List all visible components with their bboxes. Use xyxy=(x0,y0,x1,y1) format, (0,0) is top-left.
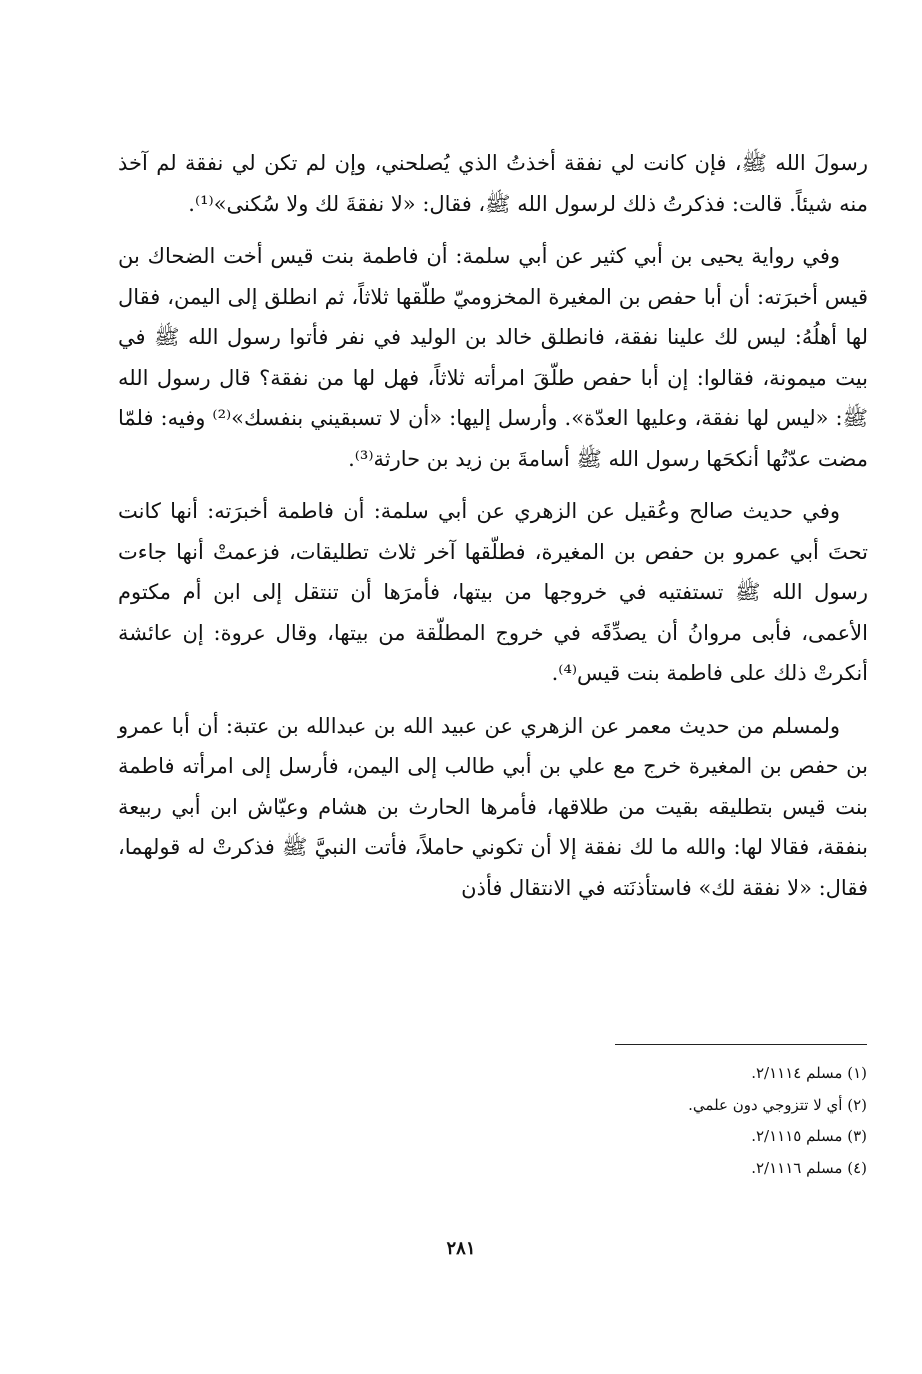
paragraph-2: وفي رواية يحيى بن أبي كثير عن أبي سلمة: أن فاطمة بنت قيس أخت الضحاك بن قيس أخبرَته: أن أبا حفص بن المغيرة المخزوميّ طلّقها ثلاثاً، ثم انطلق إلى اليمن، فقال لها أهلُهُ: ليس لك علينا نفقة، فانطلق خالد بن الوليد في نفر فأتوا رسول الله ﷺ في بيت ميمونة، فقالوا: إن أبا حفص طلّقَ امرأته ثلاثاً، فهل لها من نفقة؟ قال رسول الله ﷺ: «ليس لها نفقة، وعليها العدّة». وأرسل إليها: «أن لا تسبقيني بنفسك»⁽²⁾ وفيه: فلمّا مضت عدّتُها أنكحَها رسول الله ﷺ أسامةَ بن زيد بن حارثة⁽³⁾. xyxy=(118,244,868,471)
page-number: ٢٨١ xyxy=(446,1238,476,1259)
footnotes xyxy=(400,1058,867,1184)
footnote-3: (٣) مسلم ٢/١١١٥. xyxy=(751,1127,867,1145)
paragraph-3: وفي حديث صالح وعُقيل عن الزهري عن أبي سلمة: أن فاطمة أخبرَته: أنها كانت تحتَ أبي عمرو بن حفص بن المغيرة، فطلّقها آخر ثلاث تطليقات، فزعمتْ أنها جاءت رسول الله ﷺ تستفتيه في خروجها من بيتها، فأمرَها أن تنتقل إلى ابن أم مكتوم الأعمى، فأبى مروانُ أن يصدِّقَه في خروج المطلّقة من بيتها، وقال عروة: إن عائشة أنكرتْ ذلك على فاطمة بنت قيس⁽⁴⁾. xyxy=(118,499,868,685)
footnote-separator xyxy=(615,1044,867,1045)
paragraph-4: ولمسلم من حديث معمر عن الزهري عن عبيد الله بن عبدالله بن عتبة: أن أبا عمرو بن حفص بن المغيرة خرج مع علي بن أبي طالب إلى اليمن، فأرسل إلى امرأته فاطمة بنت قيس بتطليقه بقيت من طلاقها، فأمرها الحارث بن هشام وعيّاش ابن أبي ربيعة بنفقة، فقالا لها: والله ما لك نفقة إلا أن تكوني حاملاً، فأتت النبيَّ ﷺ فذكرتْ له قولهما، فقال: «لا نفقة لك» فاستأذنَته في الانتقال فأذن xyxy=(118,713,868,900)
footnote-1: (١) مسلم ٢/١١١٤. xyxy=(751,1064,867,1082)
paragraph-1: رسولَ الله ﷺ، فإن كانت لي نفقة أخذتُ الذي يُصلحني، وإن لم تكن لي نفقة لم آخذ منه شيئاً. قالت: فذكرتُ ذلك لرسول الله ﷺ، فقال: «لا نفقةَ لك ولا سُكنى»⁽¹⁾. xyxy=(118,151,868,216)
footnote-4: (٤) مسلم ٢/١١١٦. xyxy=(751,1158,867,1177)
main-text xyxy=(118,143,868,920)
footnote-2: (٢) أي لا تتزوجي دون علمي. xyxy=(688,1095,867,1114)
